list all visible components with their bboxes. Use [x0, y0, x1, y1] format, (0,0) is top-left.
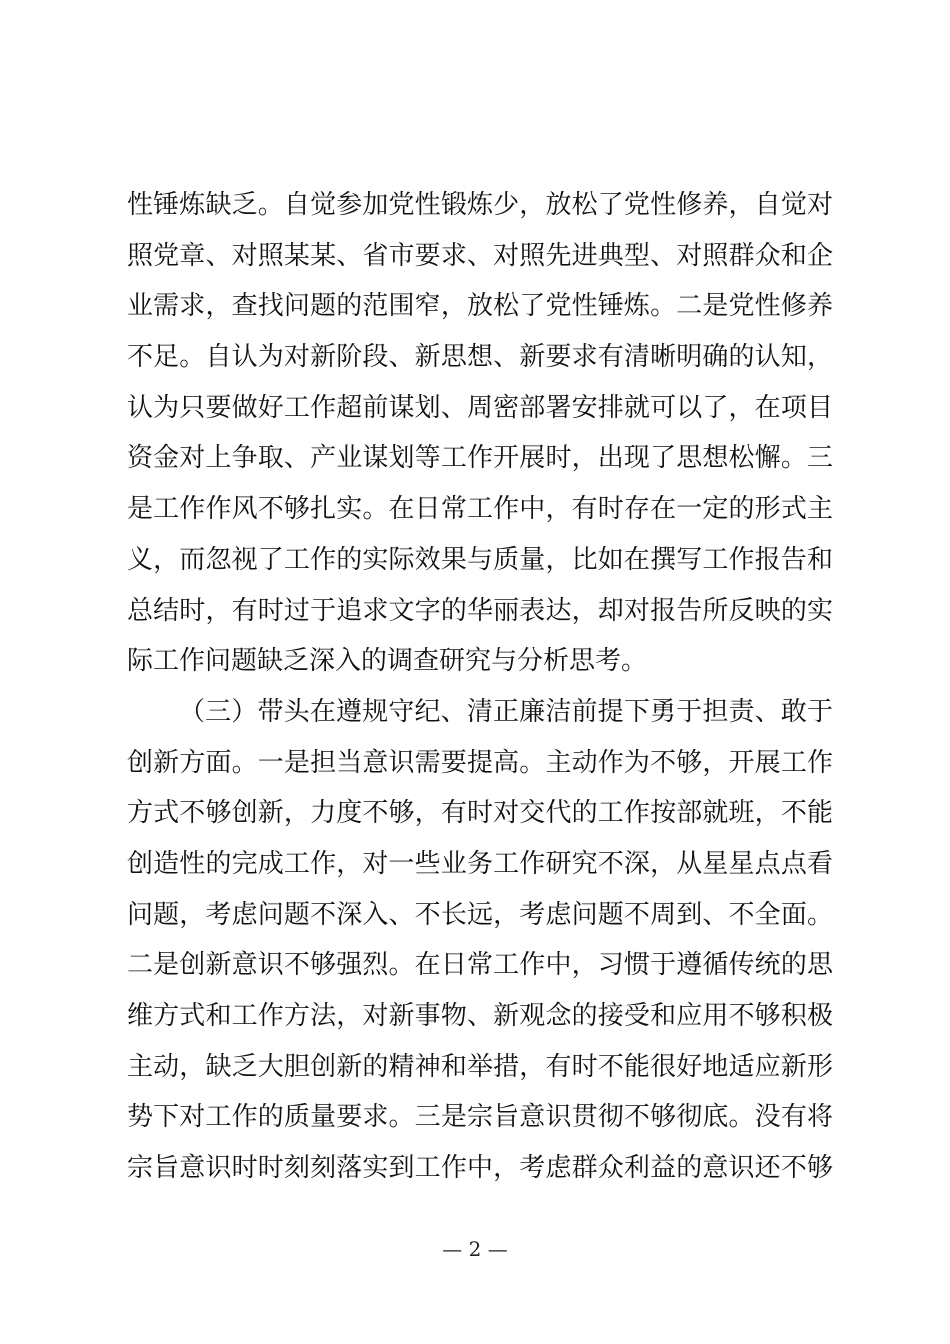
text-line: 创新方面。一是担当意识需要提高。主动作为不够，开展工作 — [127, 747, 833, 778]
text-line: 照党章、对照某某、省市要求、对照先进典型、对照群众和企 — [127, 240, 833, 271]
text-line: 方式不够创新，力度不够，有时对交代的工作按部就班，不能 — [127, 798, 833, 829]
text-line: 性锤炼缺乏。自觉参加党性锻炼少，放松了党性修养，自觉对 — [127, 190, 833, 220]
text-line: 是工作作风不够扎实。在日常工作中，有时存在一定的形式主 — [127, 494, 833, 525]
text-line: 二是创新意识不够强烈。在日常工作中，习惯于遵循传统的思 — [127, 950, 833, 981]
text-line: 创造性的完成工作，对一些业务工作研究不深，从星星点点看 — [127, 848, 833, 879]
text-line: 认为只要做好工作超前谋划、周密部署安排就可以了，在项目 — [127, 392, 833, 423]
text-line: 资金对上争取、产业谋划等工作开展时，出现了思想松懈。三 — [127, 443, 833, 474]
text-line: 不足。自认为对新阶段、新思想、新要求有清晰明确的认知， — [127, 342, 833, 373]
section-heading-line: （三）带头在遵规守纪、清正廉洁前提下勇于担责、敢于 — [179, 696, 833, 727]
text-line: 际工作问题缺乏深入的调查研究与分析思考。 — [127, 646, 648, 677]
text-line: 义，而忽视了工作的实际效果与质量，比如在撰写工作报告和 — [127, 544, 833, 575]
body-text — [127, 180, 833, 1194]
text-line: 业需求，查找问题的范围窄，放松了党性锤炼。二是党性修养 — [127, 291, 833, 322]
text-line: 宗旨意识时时刻刻落实到工作中，考虑群众利益的意识还不够 — [127, 1153, 833, 1184]
text-line: 势下对工作的质量要求。三是宗旨意识贯彻不够彻底。没有将 — [127, 1102, 833, 1133]
text-line: 维方式和工作方法，对新事物、新观念的接受和应用不够积极 — [127, 1001, 833, 1031]
text-line: 总结时，有时过于追求文字的华丽表达，却对报告所反映的实 — [127, 595, 833, 626]
text-line: 问题，考虑问题不深入、不长远，考虑问题不周到、不全面。 — [127, 899, 833, 930]
page-number: — 2 — — [442, 1237, 508, 1261]
text-line: 主动，缺乏大胆创新的精神和举措，有时不能很好地适应新形 — [127, 1051, 833, 1082]
